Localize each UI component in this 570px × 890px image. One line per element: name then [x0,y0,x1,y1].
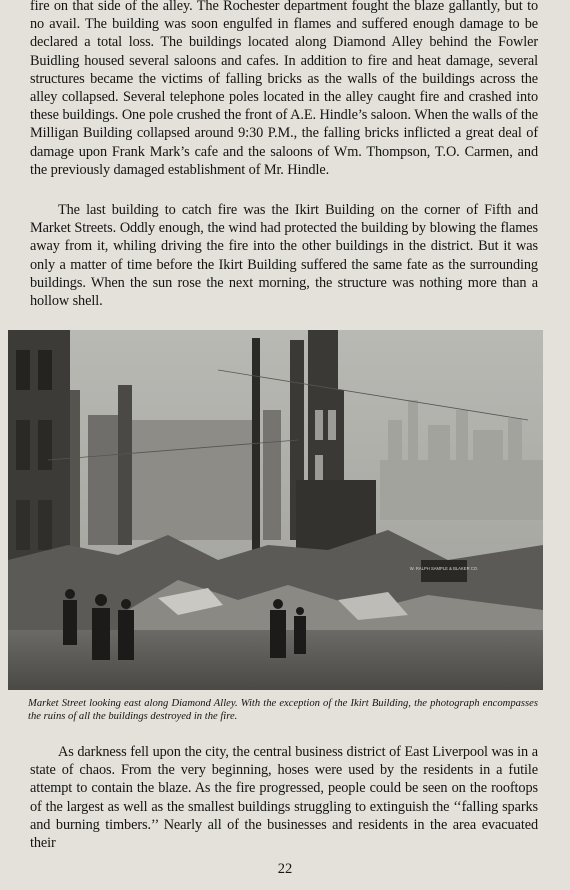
body-paragraph-3: As darkness fell upon the city, the central business district of East Liverpool was in a state of chaos. From the very beginning, hoses were used by the residents in a futile attempt to contain the blaze. As the fire progressed, people could be seen on the rooftops of the largest as well as the smallest buildings struggling to extinguish the ‘‘falling sparks and burning timbers.’’ Nearly all of the businesses and residents in the area evacuated their [30,744,538,852]
photo-caption: Market Street looking east along Diamond Alley. With the exception of the Ikirt Building, the photograph encompasses the ruins of all the buildings destroyed in the fire. [28,698,538,723]
fire-ruins-photograph [8,330,543,690]
page-number: 22 [277,861,293,877]
body-paragraph-1: fire on that side of the alley. The Rochester department fought the blaze gallantly, but to no avail. The building was soon engulfed in flames and suffered enough damage to be declared a total loss. The buildings located along Diamond Alley behind the Fowler Buidling housed several saloons and cafes. In addition to fire and heat damage, several structures became the victims of falling bricks as the walls of the buildings across the alley collapsed. Several telephone poles located in the alley caught fire and crashed into these buildings. One pole crushed the front of A.E. Hindle’s saloon. When the walls of the Milligan Building collapsed around 9:30 P.M., the falling bricks inflicted a great deal of damage upon Frank Mark’s cafe and the saloons of Wm. Thompson, T.O. Carmen, and the previously damaged establishment of Mr. Hindle. [30,0,538,178]
sign-text: W. RALPH SAMPLE & BLAKER CO. [409,566,479,571]
body-paragraph-2: The last building to catch fire was the Ikirt Building on the corner of Fifth and Market Streets. Oddly enough, the wind had protected the building by blowing the flames away from it, whiling driving the fire into the other buildings in the district. But it was only a matter of time before the Ikirt Building suffered the same fate as the surrounding buildings. When the sun rose the next morning, the structure was nothing more than a hollow shell. [30,202,538,310]
